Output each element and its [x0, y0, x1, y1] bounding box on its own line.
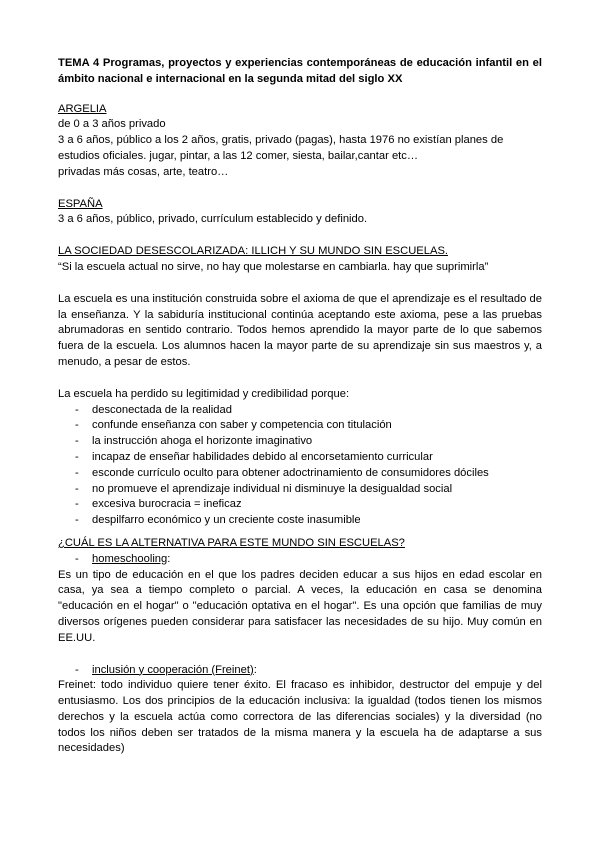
- spacer: [58, 371, 542, 387]
- illich-paragraph: La escuela es una institución construida sobre el axioma de que el aprendizaje es el resultado de la enseñanza. Y la sabiduría institucional continúa aceptando este axioma, pese a las pruebas abrumadoras en sentido contrario. Todos hemos aprendido la mayor parte de lo que sabemos fuera de la escuela. Los alumnos hacen la mayor parte de su aprendizaje sin sus maestros y, a menudo, a pesar de estos.: [58, 292, 542, 368]
- list-item: - confunde enseñanza con saber y competencia con titulación: [58, 418, 542, 434]
- reasons-list: [58, 403, 542, 529]
- homeschooling-bullet: [58, 552, 542, 568]
- document-page: [58, 56, 542, 757]
- espana-heading: ESPAÑA: [58, 197, 103, 210]
- illich-heading: LA SOCIEDAD DESESCOLARIZADA: ILLICH Y SU MUNDO SIN ESCUELAS.: [58, 245, 449, 258]
- list-item: - incapaz de enseñar habilidades debido al encorsetamiento curricular: [58, 450, 542, 466]
- spacer: [58, 529, 542, 536]
- argelia-heading: ARGELIA: [58, 102, 107, 115]
- list-item: - esconde currículo oculto para obtener adoctrinamiento de consumidores dóciles: [58, 466, 542, 482]
- argelia-line: 3 a 6 años, público a los 2 años, gratis, privado (pagas), hasta 1976 no existían planes de estudios oficiales. jugar, pintar, a las 12 comer, siesta, bailar,cantar etc…: [58, 134, 504, 162]
- spacer: [58, 228, 542, 244]
- inclusion-paragraph: Freinet: todo individuo quiere tener éxito. El fracaso es inhibidor, destructor del empuje y del entusiasmo. Los dos principios de la educación inclusiva: la igualdad (todos tienen los mismos derechos y la escuela actúa como correctora de las diferencias sociales) y la diversidad (no todos los niños deben ser tratados de la misma manera y la escuela ha de adaptarse a sus necesidades): [58, 679, 542, 755]
- list-item: - inclusión y cooperación (Freinet):: [58, 663, 542, 679]
- espana-line: 3 a 6 años, público, privado, currículum establecido y definido.: [58, 213, 368, 226]
- inclusion-label: inclusión y cooperación (Freinet): [92, 663, 254, 676]
- list-item: - excesiva burocracia = ineficaz: [58, 497, 542, 513]
- spacer: [58, 276, 542, 292]
- list-item: - desconectada de la realidad: [58, 403, 542, 419]
- alternativa-heading: ¿CUÁL ES LA ALTERNATIVA PARA ESTE MUNDO SIN ESCUELAS?: [58, 536, 405, 549]
- inclusion-bullet: [58, 663, 542, 679]
- spacer: [58, 181, 542, 197]
- list-item: - la instrucción ahoga el horizonte imaginativo: [58, 434, 542, 450]
- reasons-intro: La escuela ha perdido su legitimidad y credibilidad porque:: [58, 387, 350, 400]
- spacer: [58, 647, 542, 663]
- document-title: TEMA 4 Programas, proyectos y experiencias contemporáneas de educación infantil en el ámbito nacional e internacional en la segunda mitad del siglo XX: [58, 57, 542, 85]
- homeschooling-label: homeschooling: [92, 552, 168, 565]
- illich-quote: “Si la escuela actual no sirve, no hay que molestarse en cambiarla. hay que suprimirla”: [58, 260, 489, 273]
- list-item: - homeschooling:: [58, 552, 542, 568]
- homeschooling-paragraph: Es un tipo de educación en el que los padres deciden educar a sus hijos en edad escolar en casa, ya sea a tiempo completo o parcial. A veces, la educación en casa se denomina "educación en el hogar" o "educación optativa en el hogar". Es una opción que familias de muy diversos orígenes pueden considerar para satisfacer las necesidades de su hijo. Muy común en EE.UU.: [58, 568, 542, 644]
- argelia-line: privadas más cosas, arte, teatro…: [58, 165, 229, 178]
- list-item: - no promueve el aprendizaje individual ni disminuye la desigualdad social: [58, 482, 542, 498]
- list-item: - despilfarro económico y un creciente coste inasumible: [58, 513, 542, 529]
- argelia-line: de 0 a 3 años privado: [58, 118, 166, 131]
